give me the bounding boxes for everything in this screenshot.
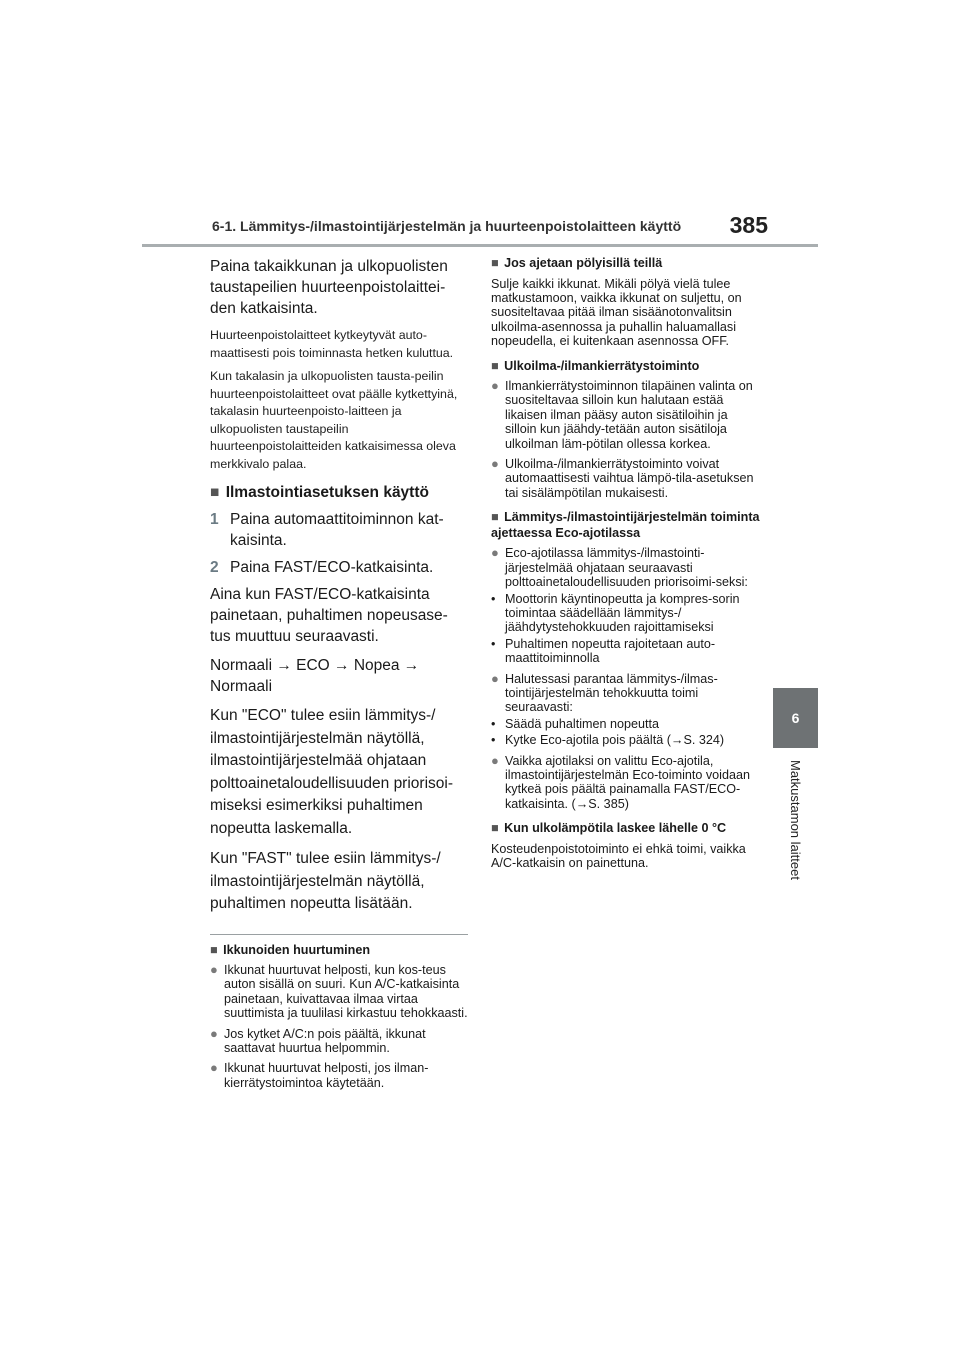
- dash-item-text: Säädä puhaltimen nopeutta: [505, 716, 660, 731]
- bullet-icon: ●: [491, 670, 499, 686]
- list-item-text: Vaikka ajotilaksi on valittu Eco-ajotila, ilmastointijärjestelmän Eco-toiminto voidaan kytkeä pois päältä painamalla FAST/ECO-katkaisinta. (→S. 385): [505, 753, 750, 811]
- list-item: [210, 1061, 468, 1090]
- right-column: [491, 256, 761, 877]
- paragraph: Normaali → ECO → Nopea → Normaali: [210, 657, 420, 695]
- step-item: [210, 557, 468, 578]
- page-header: [142, 214, 818, 244]
- dash-item: [491, 637, 761, 666]
- list-item: [491, 546, 761, 589]
- section-heading: [210, 483, 468, 503]
- header-divider: [142, 244, 818, 247]
- list-item-text: Ilmankierrätystoiminnon tilapäinen valinta on suositeltavaa silloin kun halutaan estää likaisen ilman pääsy auton sisätiloihin ja silloin kun jäähdy-tetään auton sisätiloja ulkoilman läm-pötilan ollessa korkea.: [505, 379, 753, 451]
- dash-icon: •: [491, 591, 496, 606]
- sub-heading: [491, 359, 761, 375]
- square-marker-icon: ■: [491, 510, 499, 525]
- paragraph: Aina kun FAST/ECO-katkaisinta painetaan, puhaltimen nopeusase-tus muuttuu seuraavasti.: [210, 586, 448, 645]
- list-item: [210, 1027, 468, 1056]
- dash-icon: •: [491, 716, 496, 731]
- list-item-text: Jos kytket A/C:n pois päältä, ikkunat saattavat huurtua helpommin.: [224, 1026, 426, 1056]
- step-number: 2: [210, 559, 219, 576]
- list-item: [491, 379, 761, 451]
- list-item-text: Halutessasi parantaa lämmitys-/ilmas-tointijärjestelmän tehokkuutta toimi seuraavasti:: [505, 671, 718, 715]
- square-marker-icon: ■: [491, 358, 499, 373]
- dash-item-text: Moottorin käyntinopeutta ja kompres-sorin toimintaa säädellään lämmitys-/ jäähdytystehokkuuden rajoittamiseksi: [505, 591, 740, 635]
- paragraph: Kosteudenpoistotoiminto ei ehkä toimi, vaikka A/C-katkaisin on painettuna.: [491, 841, 746, 871]
- list-item: [491, 754, 761, 812]
- list-item: [491, 672, 761, 715]
- sub-title: Ikkunoiden huurtuminen: [223, 942, 371, 957]
- bullet-icon: ●: [491, 378, 499, 394]
- note-2: Kun takalasin ja ulkopuolisten tausta-peilin huurteenpoistolaitteet ovat päälle kytkettyinä, takalasin huurteenpoisto-laitteen ja ulkopuolisten taustapeilin huurteenpoistolaitteiden katkaisimessa oleva merkkivalo palaa.: [210, 369, 458, 471]
- sub-title: Lämmitys-/ilmastointijärjestelmän toiminta ajettaessa Eco-ajotilassa: [491, 510, 760, 540]
- chapter-tab: [773, 688, 818, 748]
- dash-icon: •: [491, 636, 496, 651]
- bullet-icon: ●: [491, 456, 499, 472]
- bullet-icon: ●: [210, 1025, 218, 1041]
- list-item: [491, 457, 761, 500]
- header-title: 6-1. Lämmitys-/ilmastointijärjestelmän ja huurteenpoistolaitteen käyttö: [212, 218, 682, 234]
- dash-icon: •: [491, 733, 496, 748]
- intro-text: Paina takaikkunan ja ulkopuolisten taustapeilien huurteenpoistolaittei-den katkaisinta.: [210, 258, 448, 317]
- step-text: Paina automaattitoiminnon kat-kaisinta.: [230, 511, 444, 549]
- step-text: Paina FAST/ECO-katkaisinta.: [230, 559, 434, 576]
- left-column: [210, 256, 468, 1096]
- sub-heading: [210, 943, 468, 959]
- bullet-icon: ●: [491, 545, 499, 561]
- sub-title: Jos ajetaan pölyisillä teillä: [504, 256, 663, 270]
- bullet-icon: ●: [210, 962, 218, 977]
- square-marker-icon: ■: [210, 942, 218, 957]
- list-item: [210, 963, 468, 1021]
- paragraph: Sulje kaikki ikkunat. Mikäli pölyä vielä tulee matkustamoon, vaikka ikkunat on suljettu, on suositeltavaa pitää ilman sisäänotonvalitsin ulkoilma-asennossa ja puhallin haluamallasi nopeudella, ei kuitenkaan asennossa OFF.: [491, 276, 742, 349]
- paragraph: Kun "FAST" tulee esiin lämmitys-/ ilmastointijärjestelmän näytöllä, puhaltimen nopeutta lisätään.: [210, 850, 441, 912]
- sub-heading: [491, 821, 761, 837]
- sub-title: Kun ulkolämpötila laskee lähelle 0 °C: [504, 821, 727, 836]
- note-1: Huurteenpoistolaitteet kytkeytyvät auto-maattisesti pois toiminnasta hetken kuluttua.: [210, 328, 454, 360]
- step-item: [210, 509, 468, 551]
- chapter-label: Matkustamon laitteet: [788, 760, 803, 880]
- chapter-number: 6: [791, 710, 800, 726]
- sub-title: Ulkoilma-/ilmankierrätystoiminto: [504, 358, 700, 373]
- dash-item: [491, 717, 761, 731]
- list-item-text: Ikkunat huurtuvat helposti, kun kos-teus auton sisällä on suuri. Kun A/C-katkaisinta painetaan, kuivattavaa ilmaa virtaa suuttimista ja tuulilasi kirkastuu tehokkaasti.: [224, 963, 468, 1021]
- section-title: Ilmastointiasetuksen käyttö: [225, 484, 429, 501]
- sub-heading: [491, 256, 761, 272]
- square-marker-icon: ■: [491, 256, 499, 270]
- dash-item: [491, 592, 761, 635]
- list-item-text: Ikkunat huurtuvat helposti, jos ilman-kierrätystoimintoa käytetään.: [224, 1061, 429, 1090]
- divider: [210, 934, 468, 935]
- paragraph: Kun "ECO" tulee esiin lämmitys-/ ilmastointijärjestelmän näytöllä, ilmastointijärjestelmää ohjataan polttoainetaloudellisuuden priorisoi-miseksi esimerkiksi puhaltimen nopeutta laskemalla.: [210, 707, 453, 837]
- dash-item: [491, 733, 761, 747]
- bullet-icon: ●: [210, 1060, 218, 1076]
- list-item-text: Eco-ajotilassa lämmitys-/ilmastointi-järjestelmää ohjataan seuraavasti polttoainetaloudellisuuden priorisoimi-seksi:: [505, 546, 748, 590]
- list-item-text: Ulkoilma-/ilmankierrätystoiminto voivat automaattisesti vaihtua lämpö-tila-asetuksen tai sisälämpötilan mukaisesti.: [505, 457, 754, 500]
- dash-item-text: Puhaltimen nopeutta rajoitetaan auto-maattitoiminnolla: [505, 636, 716, 666]
- step-number: 1: [210, 511, 219, 528]
- sub-heading: [491, 510, 761, 541]
- bullet-icon: ●: [491, 752, 499, 768]
- dash-item-text: Kytke Eco-ajotila pois päältä (→S. 324): [505, 733, 725, 748]
- square-marker-icon: ■: [491, 821, 499, 836]
- square-marker-icon: ■: [210, 484, 220, 501]
- page-number: 385: [729, 212, 768, 238]
